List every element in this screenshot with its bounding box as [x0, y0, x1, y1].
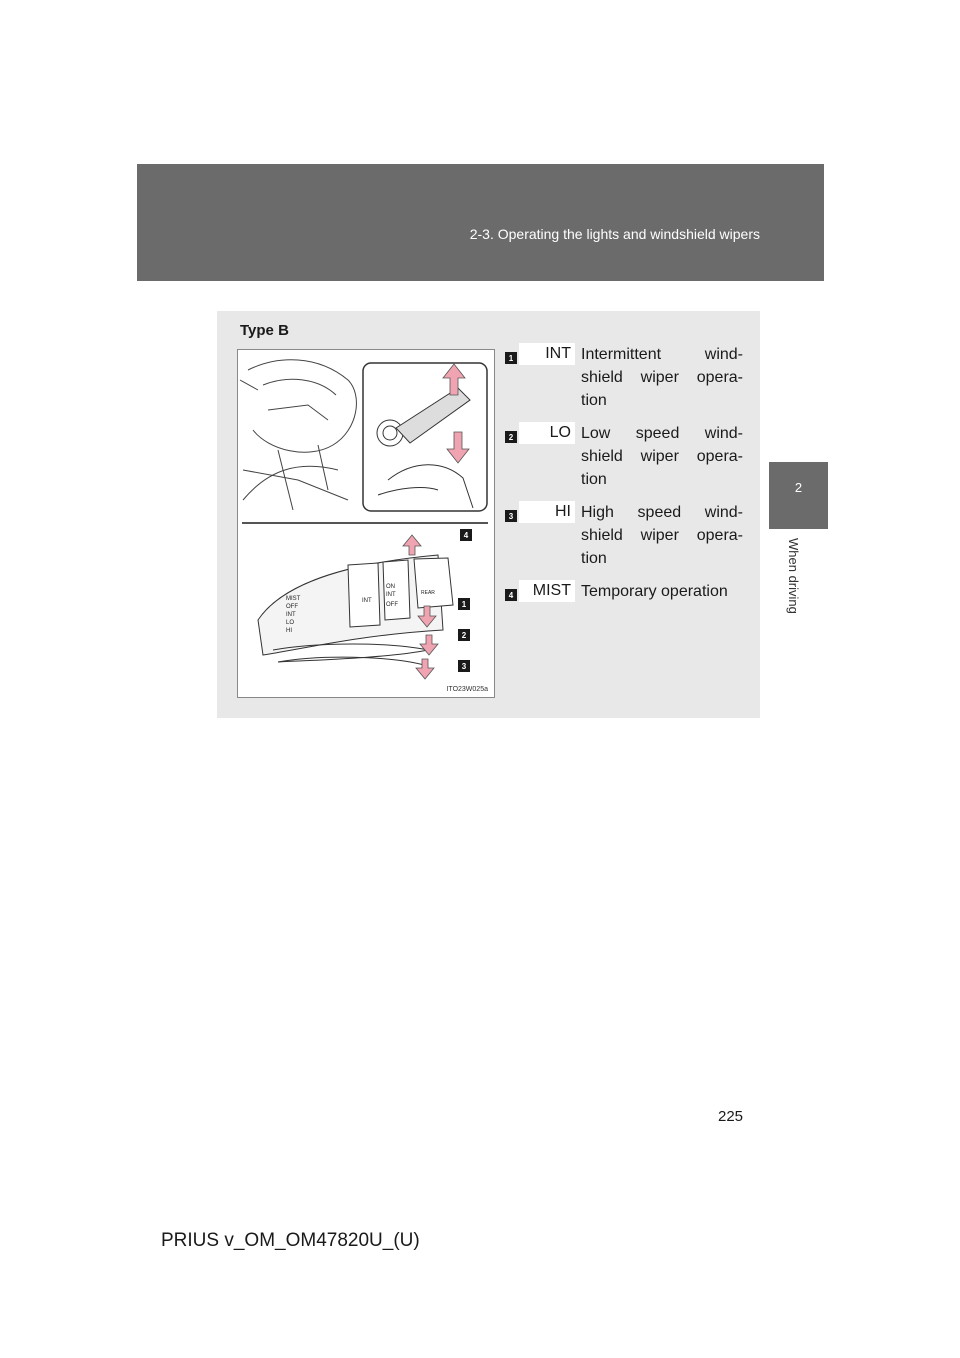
rear-on: ON: [386, 584, 395, 590]
item-badge: 4: [505, 589, 517, 601]
wiper-lever-figure: [237, 349, 495, 698]
list-item: [505, 580, 743, 603]
figure-code: ITO23W025a: [446, 686, 488, 693]
ring-int: INT: [362, 598, 372, 604]
item-description: High speed wind- shield wiper opera- tion: [581, 504, 743, 567]
chapter-number: 2: [794, 480, 803, 495]
type-title: Type B: [240, 322, 289, 339]
chapter-tab: [769, 462, 828, 529]
item-key: LO: [519, 422, 575, 444]
item-badge: 1: [505, 352, 517, 364]
page-number: 225: [718, 1108, 744, 1125]
callout-1: 1: [458, 598, 470, 610]
item-key: INT: [519, 343, 575, 365]
item-description: Temporary operation: [581, 583, 728, 600]
document-id: PRIUS v_OM_OM47820U_(U): [161, 1230, 420, 1251]
list-item: [505, 343, 743, 412]
pos-mist: MIST: [286, 596, 301, 602]
section-title: 2-3. Operating the lights and windshield wipers: [469, 226, 760, 242]
rear-off: OFF: [386, 602, 398, 608]
pos-off: OFF: [286, 604, 298, 610]
pos-hi: HI: [286, 628, 292, 634]
callout-4: 4: [460, 529, 472, 541]
item-badge: 3: [505, 510, 517, 522]
list-item: [505, 501, 743, 570]
callout-2: 2: [458, 629, 470, 641]
pos-int: INT: [286, 612, 296, 618]
rear-label: REAR: [421, 590, 435, 596]
arrow-hi-icon: [416, 659, 434, 679]
callout-3: 3: [458, 660, 470, 672]
wiper-illustration: [238, 350, 494, 697]
section-header: [137, 164, 824, 281]
rear-int: INT: [386, 592, 396, 598]
item-key: MIST: [519, 580, 575, 602]
list-item: [505, 422, 743, 491]
zoom-inset: [363, 363, 487, 511]
pos-lo: LO: [286, 620, 295, 626]
item-description: Intermittent wind- shield wiper opera- tion: [581, 346, 743, 409]
switch-position-list: [505, 343, 743, 613]
item-badge: 2: [505, 431, 517, 443]
item-key: HI: [519, 501, 575, 523]
arrow-mist-icon: [403, 535, 421, 555]
arrow-lo-icon: [420, 635, 438, 655]
item-description: Low speed wind- shield wiper opera- tion: [581, 425, 743, 488]
chapter-label: When driving: [786, 538, 801, 614]
